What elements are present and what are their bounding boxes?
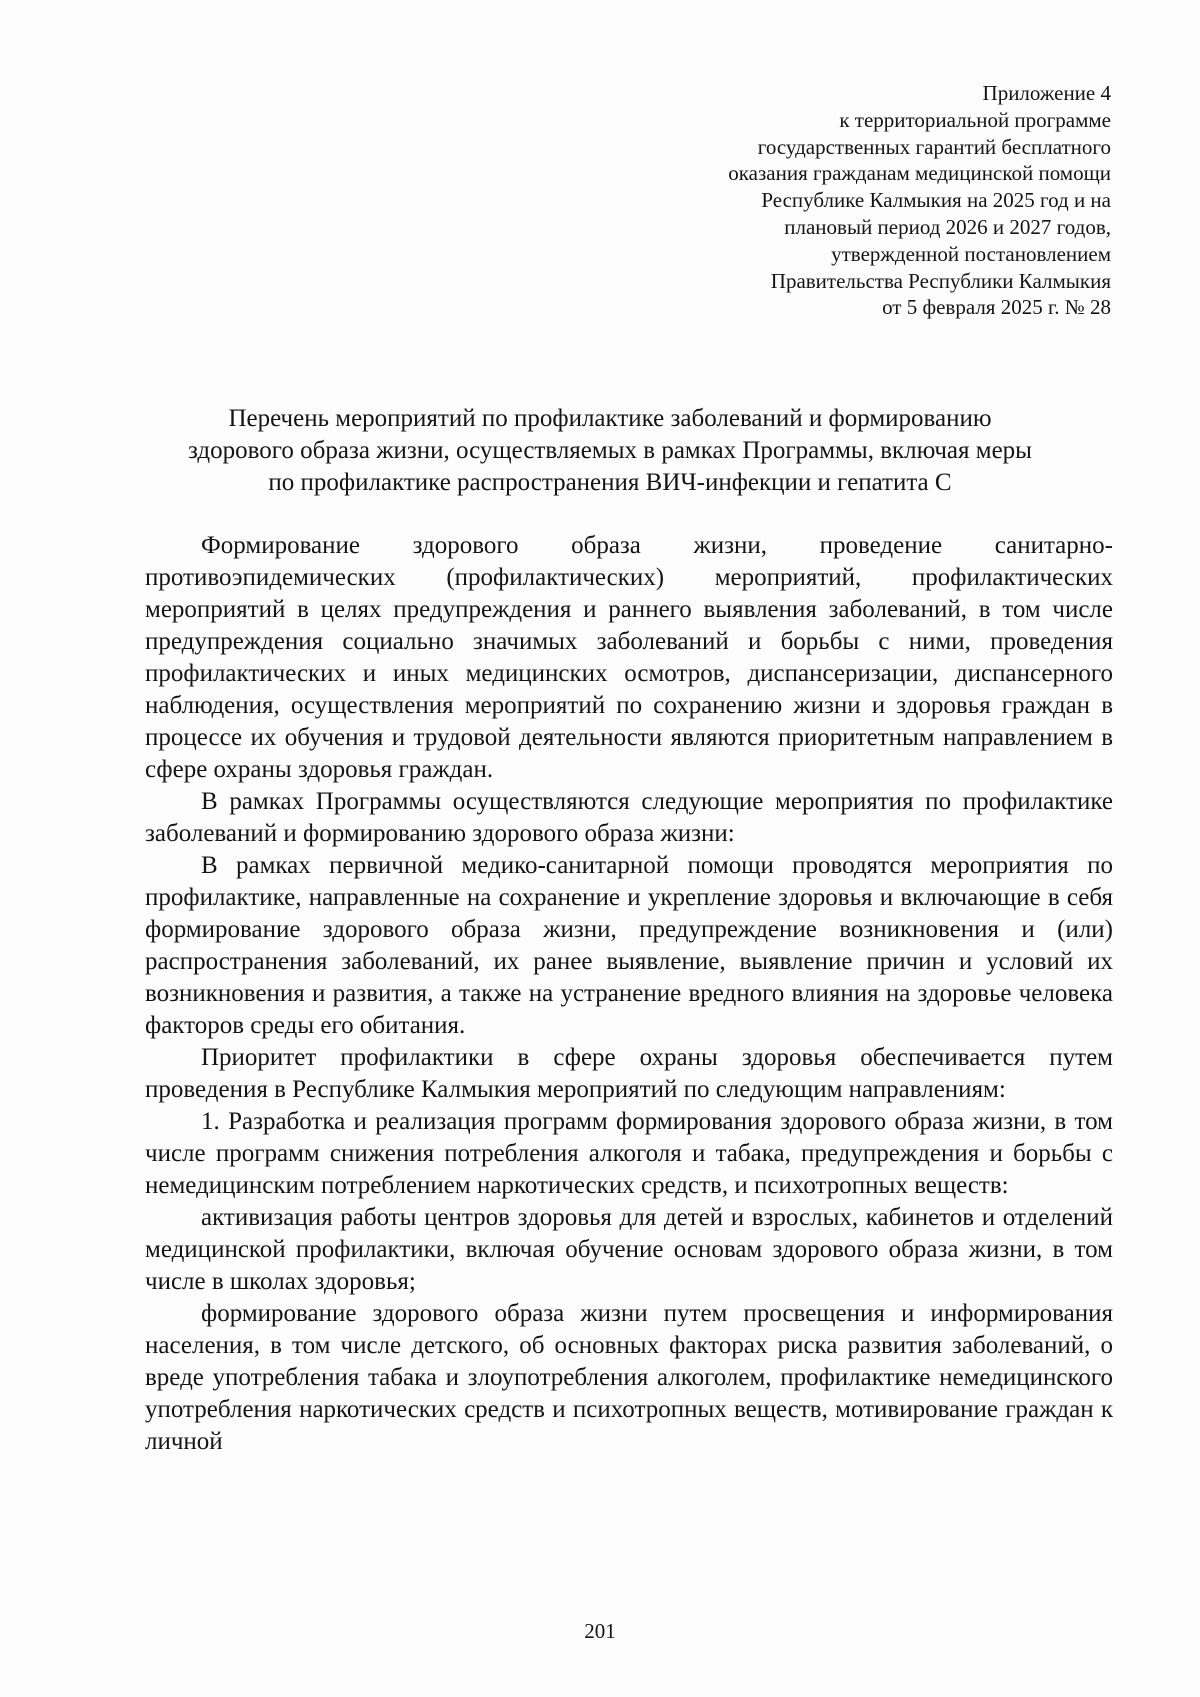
body-paragraph: Приоритет профилактики в сфере охраны здоровья обеспечивается путем проведения в Республике Калмыкия мероприятий по следующим направлениям: — [145, 1044, 1113, 1103]
title-line: Перечень мероприятий по профилактике заболеваний и формированию — [228, 405, 992, 432]
appendix-line: к территориальной программе — [839, 107, 1111, 132]
title-line: по профилактике распространения ВИЧ-инфекции и гепатита С — [268, 469, 952, 496]
body-paragraph: В рамках первичной медико-санитарной помощи проводятся мероприятия по профилактике, направленные на сохранение и укрепление здоровья и включающие в себя формирование здорового образа жизни, предупреждение возникновения и (или) распространения заболеваний, их ранее выявление, выявление причин и условий их возникновения и развития, а также на устранение вредного влияния на здоровье человека факторов среды его обитания. — [145, 852, 1113, 1039]
title-line: здорового образа жизни, осуществляемых в рамках Программы, включая меры — [188, 437, 1032, 464]
appendix-line: Приложение 4 — [982, 81, 1111, 105]
appendix-header — [551, 80, 1111, 321]
body-paragraph: активизация работы центров здоровья для детей и взрослых, кабинетов и отделений медицинской профилактики, включая обучение основам здорового образа жизни, в том числе в школах здоровья; — [145, 1204, 1113, 1295]
body-paragraph: Формирование здорового образа жизни, проведение санитарно-противоэпидемических (профилактических) мероприятий, профилактических мероприятий в целях предупреждения и раннего выявления заболеваний, в том числе предупреждения социально значимых заболеваний и борьбы с ними, проведения профилактических и иных медицинских осмотров, диспансеризации, диспансерного наблюдения, осуществления мероприятий по сохранению жизни и здоровья граждан в процессе их обучения и трудовой деятельности являются приоритетным направлением в сфере охраны здоровья граждан. — [145, 532, 1113, 783]
appendix-line: от 5 февраля 2025 г. № 28 — [882, 295, 1111, 320]
page-number: 201 — [584, 1619, 616, 1643]
appendix-line: государственных гарантий бесплатного — [757, 134, 1111, 159]
appendix-line: оказания гражданам медицинской помощи — [728, 161, 1111, 186]
document-title — [130, 403, 1090, 499]
body-paragraph: 1. Разработка и реализация программ формирования здорового образа жизни, в том числе программ снижения потребления алкоголя и табака, предупреждения и борьбы с немедицинским потреблением наркотических средств, и психотропных веществ: — [145, 1108, 1113, 1199]
appendix-line: плановый период 2026 и 2027 годов, — [784, 214, 1111, 239]
appendix-line: утвержденной постановлением — [831, 241, 1111, 266]
body-paragraph: формирование здорового образа жизни путем просвещения и информирования населения, в том числе детского, об основных факторах риска развития заболеваний, о вреде употребления табака и злоупотребления алкоголем, профилактике немедицинского употребления наркотических средств и психотропных веществ, мотивирование граждан к личной — [145, 1300, 1113, 1455]
body-paragraph: В рамках Программы осуществляются следующие мероприятия по профилактике заболеваний и формированию здорового образа жизни: — [145, 788, 1113, 847]
appendix-line: Республике Калмыкия на 2025 год и на — [761, 188, 1111, 213]
appendix-line: Правительства Республики Калмыкия — [770, 268, 1111, 293]
document-body — [145, 530, 1113, 1458]
